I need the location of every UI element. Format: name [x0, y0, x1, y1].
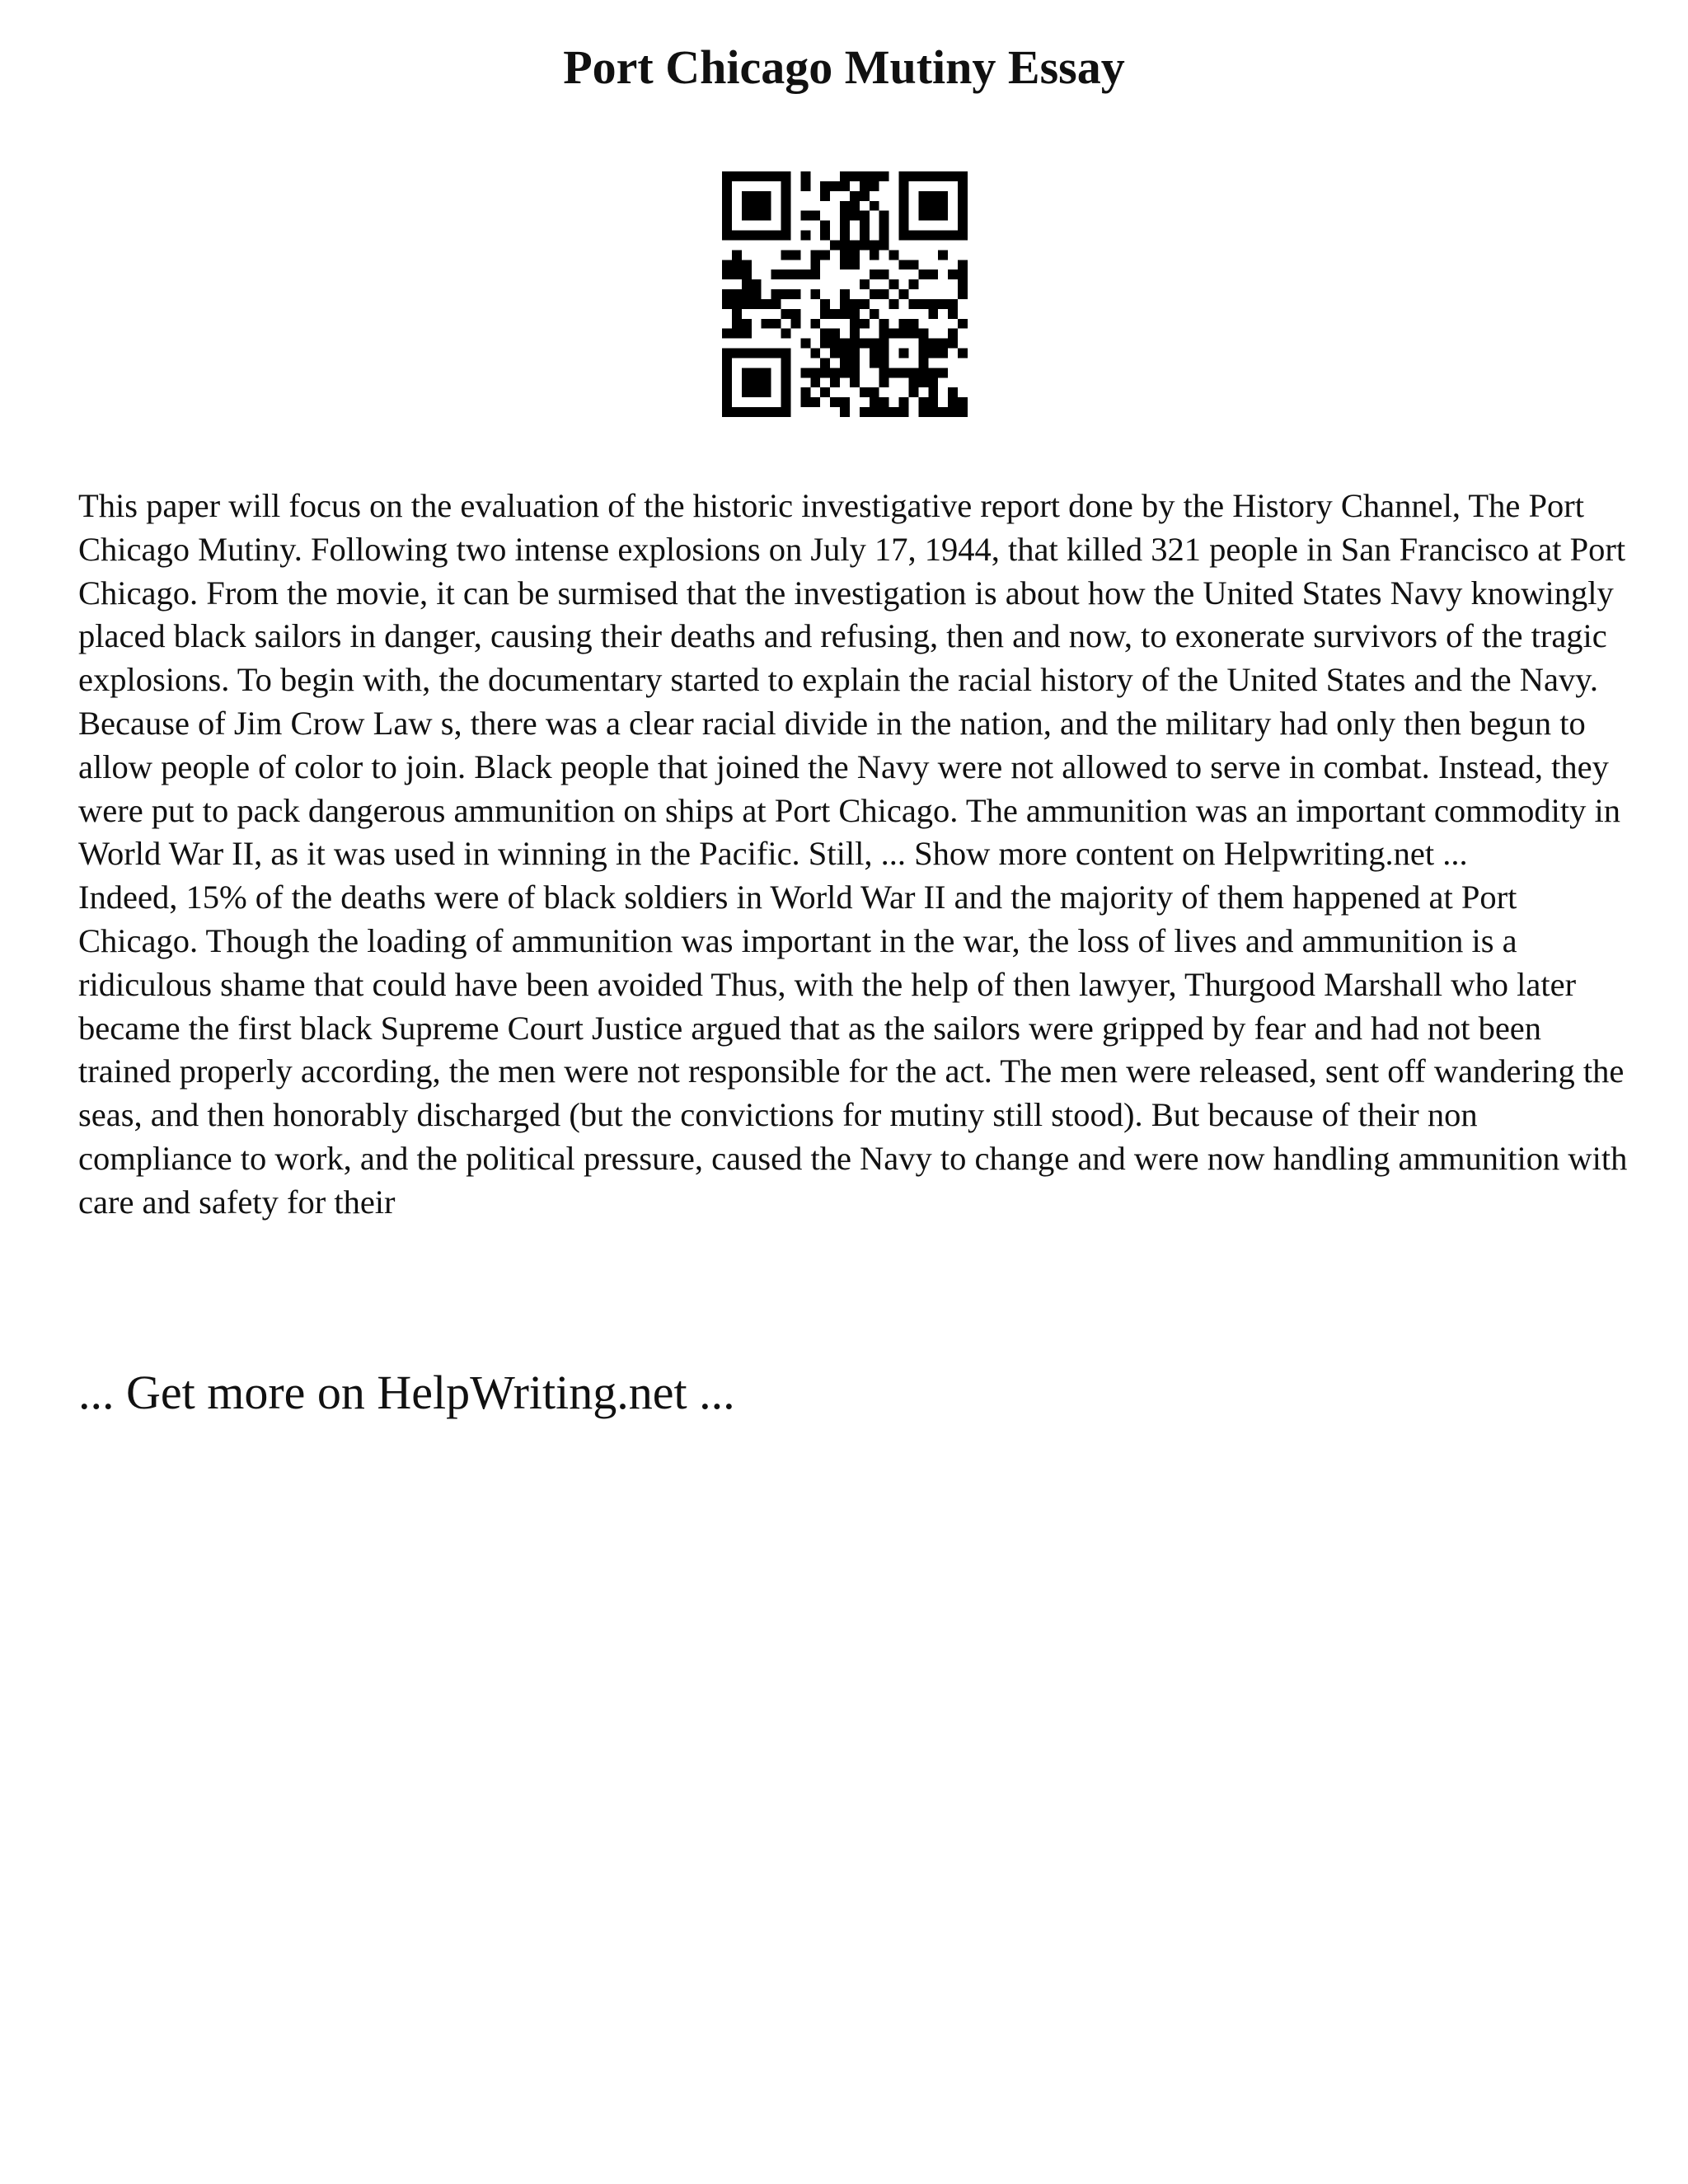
essay-body [78, 485, 1628, 1225]
essay-paragraph-1: This paper will focus on the evaluation of the historic investigative report done by the History Channel, The Port Chicago Mutiny. Following two intense explosions on July 17, 1944, that killed 321 people in San Francisco at Port Chicago. From the movie, it can be surmised that the investigation is about how the United States Navy knowingly placed black sailors in danger, causing their deaths and refusing, then and now, to exonerate survivors of the tragic explosions. To begin with, the documentary started to explain the racial history of the United States and the Navy. Because of Jim Crow Law s, there was a clear racial divide in the nation, and the military had only then begun to allow people of color to join. Black people that joined the Navy were not allowed to serve in combat. Instead, they were put to pack dangerous ammunition on ships at Port Chicago. The ammunition was an important commodity in World War II, as it was used in winning in the Pacific. Still, ... Show more content on Helpwriting.net ... [78, 487, 1626, 873]
essay-paragraph-2: Indeed, 15% of the deaths were of black soldiers in World War II and the majority of them happened at Port Chicago. Though the loading of ammunition was important in the war, the loss of lives and ammunition is a ridiculous shame that could have been avoided Thus, with the help of then lawyer, Thurgood Marshall who later became the first black Supreme Court Justice argued that as the sailors were gripped by fear and had not been trained properly according, the men were not responsible for the act. The men were released, sent off wandering the seas, and then honorably discharged (but the convictions for mutiny still stood). But because of their non compliance to work, and the political pressure, caused the Navy to change and were now handling ammunition with care and safety for their [78, 879, 1628, 1221]
page-title: Port Chicago Mutiny Essay [563, 40, 1125, 94]
qr-code-graphic [722, 171, 968, 417]
get-more-link[interactable]: ... Get more on HelpWriting.net ... [78, 1366, 735, 1419]
qr-code-icon [722, 171, 968, 417]
